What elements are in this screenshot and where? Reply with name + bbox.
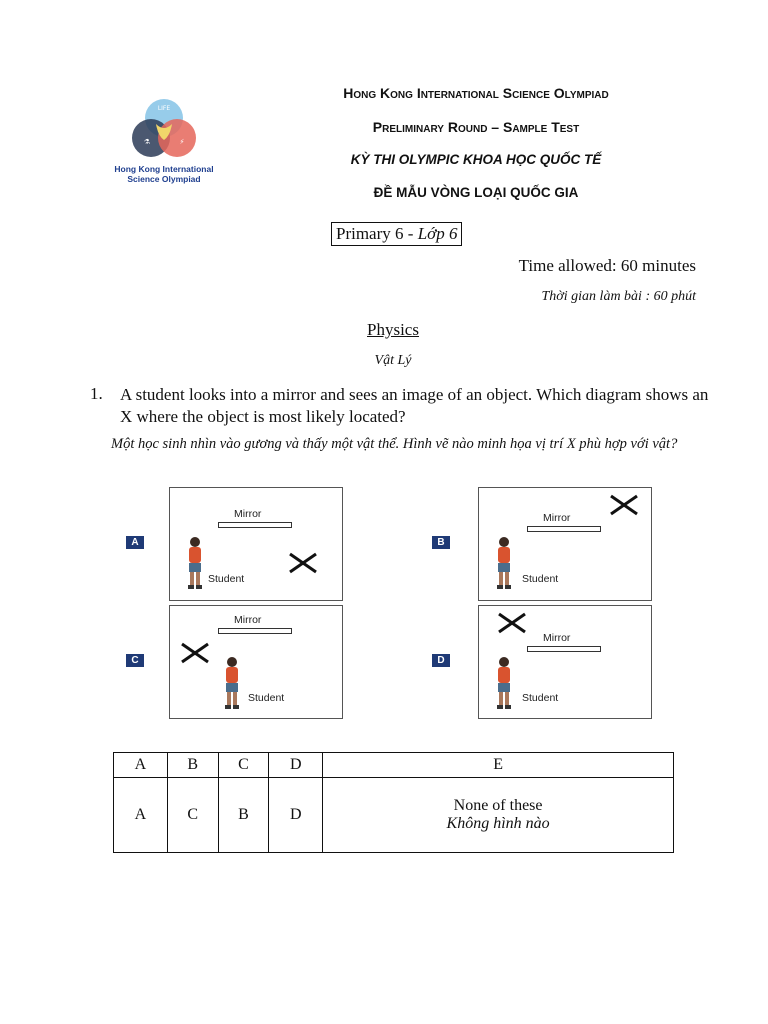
answer-choice-b-value[interactable]: C: [167, 778, 218, 853]
question-text-vn: Một học sinh nhìn vào gương và thấy một vật thể. Hình vẽ nào minh họa vị trí X phù hợp với vật?: [111, 436, 678, 452]
answer-table: [113, 752, 674, 853]
answer-choice-c-value[interactable]: B: [218, 778, 269, 853]
option-badge-b: B: [432, 536, 450, 549]
svg-text:⚗: ⚗: [143, 138, 151, 146]
student-icon: [492, 536, 516, 590]
option-panel-b[interactable]: [478, 487, 652, 601]
answer-choice-d-value[interactable]: D: [269, 778, 323, 853]
mirror-label: Mirror: [543, 632, 571, 644]
object-x-marker: [497, 612, 527, 634]
mirror-label: Mirror: [543, 512, 571, 524]
answer-e-text-en: None of these: [453, 797, 543, 814]
student-icon: [220, 656, 244, 710]
answer-table-value-row: [114, 778, 674, 853]
answer-choice-e-value[interactable]: [323, 778, 674, 853]
object-x-marker: [180, 642, 210, 664]
student-icon: [183, 536, 207, 590]
student-label: Student: [522, 692, 559, 704]
svg-text:⚡: ⚡: [179, 138, 185, 146]
answer-e-text-vn: Không hình nào: [446, 815, 550, 832]
option-badge-d: D: [432, 654, 450, 667]
answer-choice-a-value[interactable]: A: [114, 778, 168, 853]
grade-box: Primary 6 - Lớp 6: [331, 222, 462, 246]
title-en: Hong Kong International Science Olympiad: [343, 85, 609, 101]
svg-text:LIFE: LIFE: [157, 105, 171, 112]
answer-choice-c-header[interactable]: C: [218, 753, 269, 778]
time-allowed: Time allowed: 60 minutes: [518, 256, 696, 275]
student-label: Student: [522, 573, 559, 585]
mirror-icon: [527, 646, 601, 652]
student-label: Student: [208, 573, 245, 585]
subtitle-vn: ĐỀ MẪU VÒNG LOẠI QUỐC GIA: [373, 185, 579, 200]
mirror-icon: [218, 522, 292, 528]
mirror-label: Mirror: [234, 614, 262, 626]
subtitle-en: Preliminary Round – Sample Test: [372, 119, 580, 135]
answer-choice-e-header[interactable]: E: [323, 753, 674, 778]
question-text: A student looks into a mirror and sees an image of an object. Which diagram shows an X where the object is most likely located?: [120, 385, 709, 426]
subject-title-vn: Vật Lý: [374, 353, 412, 368]
option-panel-c[interactable]: [169, 605, 343, 719]
time-allowed-vn: Thời gian làm bài : 60 phút: [541, 289, 696, 304]
student-label: Student: [248, 692, 285, 704]
subject-title: Physics: [367, 320, 419, 339]
option-badge-c: C: [126, 654, 144, 667]
mirror-icon: [527, 526, 601, 532]
mirror-label: Mirror: [234, 508, 262, 520]
object-x-marker: [288, 552, 318, 574]
answer-choice-d-header[interactable]: D: [269, 753, 323, 778]
logo-caption: Hong Kong International Science Olympiad: [114, 164, 214, 184]
title-vn: KỲ THI OLYMPIC KHOA HỌC QUỐC TẾ: [350, 152, 602, 167]
student-icon: [492, 656, 516, 710]
option-panel-a[interactable]: [169, 487, 343, 601]
option-badge-a: A: [126, 536, 144, 549]
answer-choice-a-header[interactable]: A: [114, 753, 168, 778]
object-x-marker: [609, 494, 639, 516]
answer-table-header-row: [114, 753, 674, 778]
option-panel-d[interactable]: [478, 605, 652, 719]
mirror-icon: [218, 628, 292, 634]
answer-choice-b-header[interactable]: B: [167, 753, 218, 778]
question-number: 1.: [90, 384, 103, 403]
